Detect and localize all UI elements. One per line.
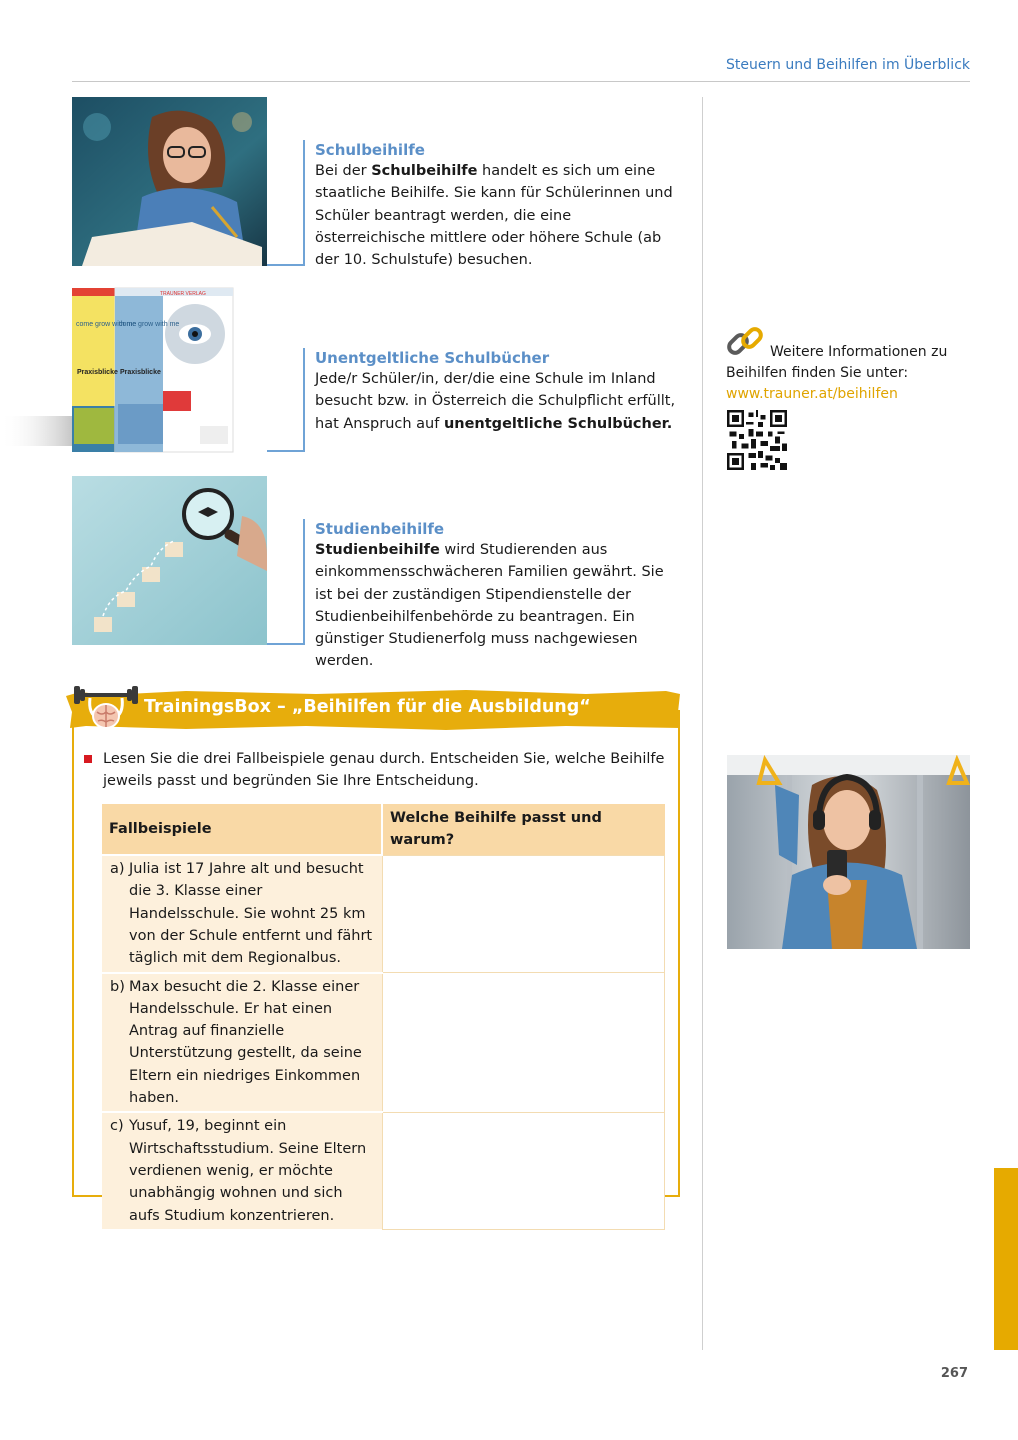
case-cell: a) Julia ist 17 Jahre alt und besucht die 3. Klasse einer Handelsschule. Sie wohnt 25 km von der Schule entfernt und fährt täglich mit dem Regionalbus.	[102, 855, 382, 972]
answer-cell[interactable]	[382, 1112, 665, 1229]
entry-connector-2	[267, 450, 305, 452]
entry-body: Studienbeihilfe wird Studierenden aus einkommensschwächeren Familien gewährt. Sie ist bei der zuständigen Stipendienstelle der Studienbeihilfenbehörde zu beantragen. Ein günstiger Studienerfolg muss nachgewiesen werden.	[315, 542, 664, 670]
career-steps-photo	[72, 476, 267, 645]
table-row	[102, 855, 665, 972]
running-header: Steuern und Beihilfen im Überblick	[726, 57, 970, 73]
entry-heading: Schulbeihilfe	[315, 141, 425, 159]
schoolbooks-photo	[0, 286, 234, 454]
svg-text:TRAUNER VERLAG: TRAUNER VERLAG	[160, 291, 206, 297]
task-text: Lesen Sie die drei Fallbeispiele genau durch. Entscheiden Sie, welche Beihilfe jeweils passt und begründen Sie Ihre Entscheidung.	[103, 751, 665, 790]
beihilfen-link[interactable]: www.trauner.at/beihilfen	[726, 386, 898, 402]
page-number: 267	[940, 1366, 968, 1381]
info-note	[726, 322, 976, 405]
case-cell: c) Yusuf, 19, beginnt ein Wirtschaftsstudium. Seine Eltern verdienen wenig, er möchte unabhängig wohnen und sich aufs Studium konzentrieren.	[102, 1112, 382, 1229]
entry-schulbuecher	[303, 348, 678, 452]
entry-body: Jede/r Schüler/in, der/die eine Schule im Inland besucht bzw. in Österreich die Schulpflicht erfüllt, hat Anspruch auf unentgeltliche Schulbücher.	[315, 371, 676, 432]
answer-cell[interactable]	[382, 855, 665, 972]
trainingsbox-title: TrainingsBox – „Beihilfen für die Ausbildung“	[144, 697, 591, 717]
svg-text:come grow with me: come grow with me	[119, 321, 180, 328]
chapter-tab	[994, 1168, 1018, 1350]
entry-schulbeihilfe	[303, 140, 678, 269]
entry-heading: Studienbeihilfe	[315, 520, 445, 538]
svg-text:Praxisblicke: Praxisblicke	[120, 369, 161, 376]
task-instruction	[84, 748, 676, 793]
column-header-answer: Welche Beihilfe passt und warum?	[382, 804, 665, 855]
svg-text:come grow with me: come grow with me	[76, 321, 137, 328]
table-header-row	[102, 804, 665, 855]
entry-connector-3	[267, 643, 305, 645]
case-table	[102, 804, 665, 1230]
qr-code-icon[interactable]	[727, 410, 787, 470]
table-row	[102, 1112, 665, 1229]
entry-connector-1	[267, 264, 305, 266]
table-row	[102, 973, 665, 1113]
entry-body: Bei der Schulbeihilfe handelt es sich um eine staatliche Beihilfe. Sie kann für Schülerinnen und Schüler beantragt werden, die eine österreichische mittlere oder höhere Schule (ab der 10. Schulstufe) besuchen.	[315, 163, 673, 269]
header-divider	[72, 81, 970, 82]
answer-cell[interactable]	[382, 973, 665, 1113]
chain-link-icon	[726, 322, 766, 362]
student-writing-photo	[72, 97, 267, 266]
entry-heading: Unentgeltliche Schulbücher	[315, 349, 550, 367]
trainingsbox-brain-icon	[70, 674, 142, 744]
column-header-cases: Fallbeispiele	[102, 804, 382, 855]
task-bullet	[84, 755, 92, 763]
svg-text:Praxisblicke: Praxisblicke	[77, 369, 118, 376]
column-divider	[702, 97, 703, 1350]
entry-studienbeihilfe	[303, 519, 678, 670]
info-text: Weitere Informationen zu Beihilfen finden Sie unter:	[726, 344, 948, 381]
case-cell: b) Max besucht die 2. Klasse einer Handelsschule. Er hat einen Antrag auf finanzielle Unterstützung gestellt, da seine Eltern ein niedriges Einkommen haben.	[102, 973, 382, 1113]
woman-headphones-photo	[727, 755, 970, 949]
